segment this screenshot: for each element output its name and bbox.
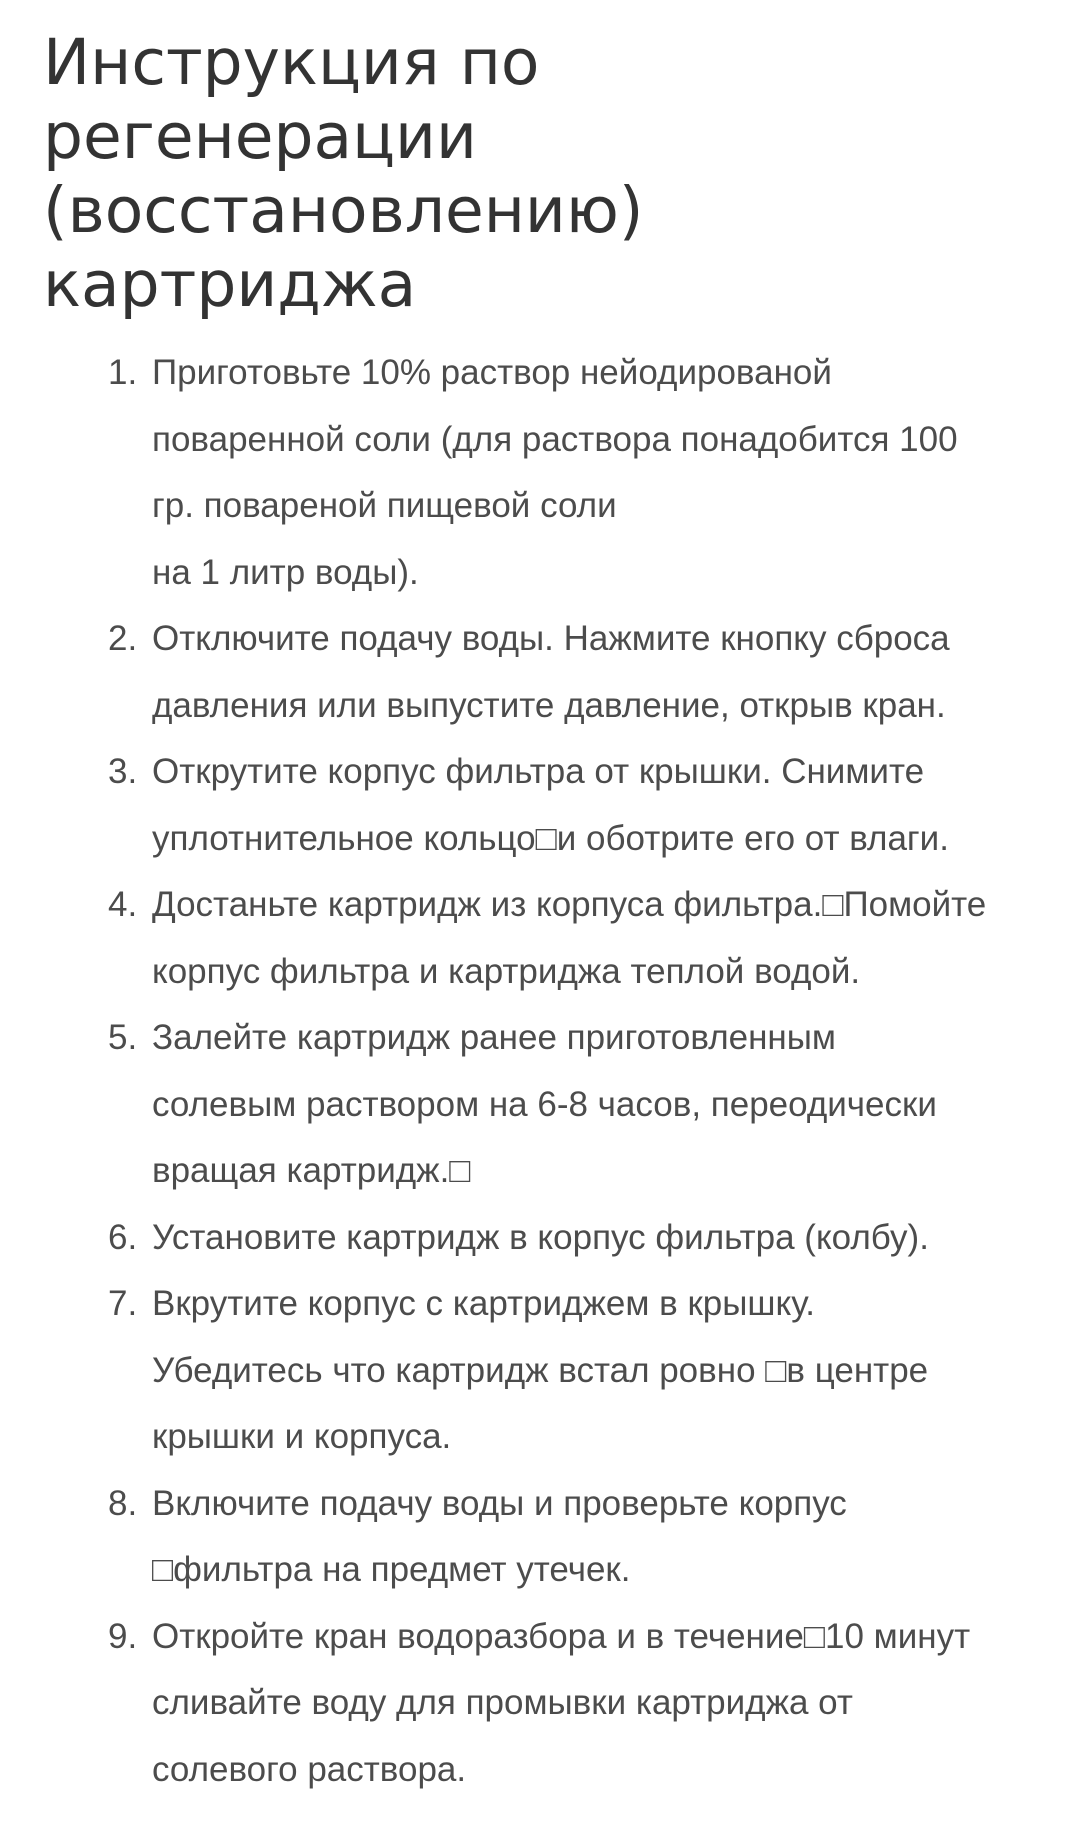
step-number: 2. [108, 619, 138, 658]
instruction-step [0, 1205, 1052, 1272]
step-text-line: солевого раствора. [152, 1749, 467, 1789]
step-number: 1. [108, 353, 138, 392]
step-text-line: Установите картридж в корпус фильтра (колбу). [152, 1217, 929, 1257]
instruction-step [0, 1471, 1052, 1604]
instruction-step [0, 606, 1052, 739]
step-text-line: давления или выпустите давление, открыв кран. [152, 685, 946, 725]
page-title-line: (восстановлению) [43, 174, 644, 247]
step-number: 3. [108, 752, 138, 791]
step-number: 8. [108, 1483, 138, 1523]
step-text-line: Убедитесь что картридж встал ровно □в центре [152, 1350, 929, 1390]
step-text-line: на 1 литр воды). [152, 552, 419, 592]
step-text-line: поваренной соли (для раствора понадобится 100 [152, 419, 958, 459]
step-text-line: корпус фильтра и картриджа теплой водой. [152, 951, 861, 991]
step-text-line: крышки и корпуса. [152, 1417, 452, 1456]
step-text-line: □фильтра на предмет утечек. [152, 1550, 631, 1589]
instruction-step [0, 1005, 1052, 1205]
page-title-line: регенерации [43, 100, 477, 173]
step-text-line: Включите подачу воды и проверьте корпус [152, 1483, 847, 1523]
page-title-line: Инструкция по [43, 26, 540, 99]
step-text-line: Приготовьте 10% раствор нейодированой [152, 353, 832, 392]
step-text-line: Залейте картридж ранее приготовленным [152, 1018, 836, 1057]
step-number: 4. [108, 885, 138, 924]
page-title [43, 26, 1043, 322]
step-text-line: Отключите подачу воды. Нажмите кнопку сброса [152, 619, 950, 658]
step-number: 7. [108, 1284, 138, 1323]
instruction-step [0, 739, 1052, 872]
step-text-line: вращая картридж.□ [152, 1151, 471, 1190]
step-text-line: уплотнительное кольцо□и оботрите его от влаги. [152, 818, 949, 858]
step-number: 9. [108, 1616, 138, 1656]
instruction-step [0, 1271, 1052, 1471]
instruction-steps-list [0, 340, 1080, 1803]
step-text-line: сливайте воду для промывки картриджа от [152, 1683, 853, 1722]
step-text-line: Достаньте картридж из корпуса фильтра.□Помойте [152, 885, 987, 924]
instruction-step [0, 1604, 1052, 1804]
instruction-step [0, 872, 1052, 1005]
step-text-line: Вкрутите корпус с картриджем в крышку. [152, 1284, 815, 1323]
step-number: 5. [108, 1018, 138, 1057]
step-text-line: Открутите корпус фильтра от крышки. Снимите [152, 752, 925, 791]
step-text-line: Откройте кран водоразбора и в течение□10 минут [152, 1616, 971, 1656]
instruction-step [0, 340, 1052, 606]
step-number: 6. [108, 1217, 138, 1257]
page-title-line: картриджа [43, 248, 417, 321]
step-text-line: солевым раствором на 6-8 часов, переодически [152, 1084, 937, 1124]
step-text-line: гр. повареной пищевой соли [152, 486, 617, 525]
